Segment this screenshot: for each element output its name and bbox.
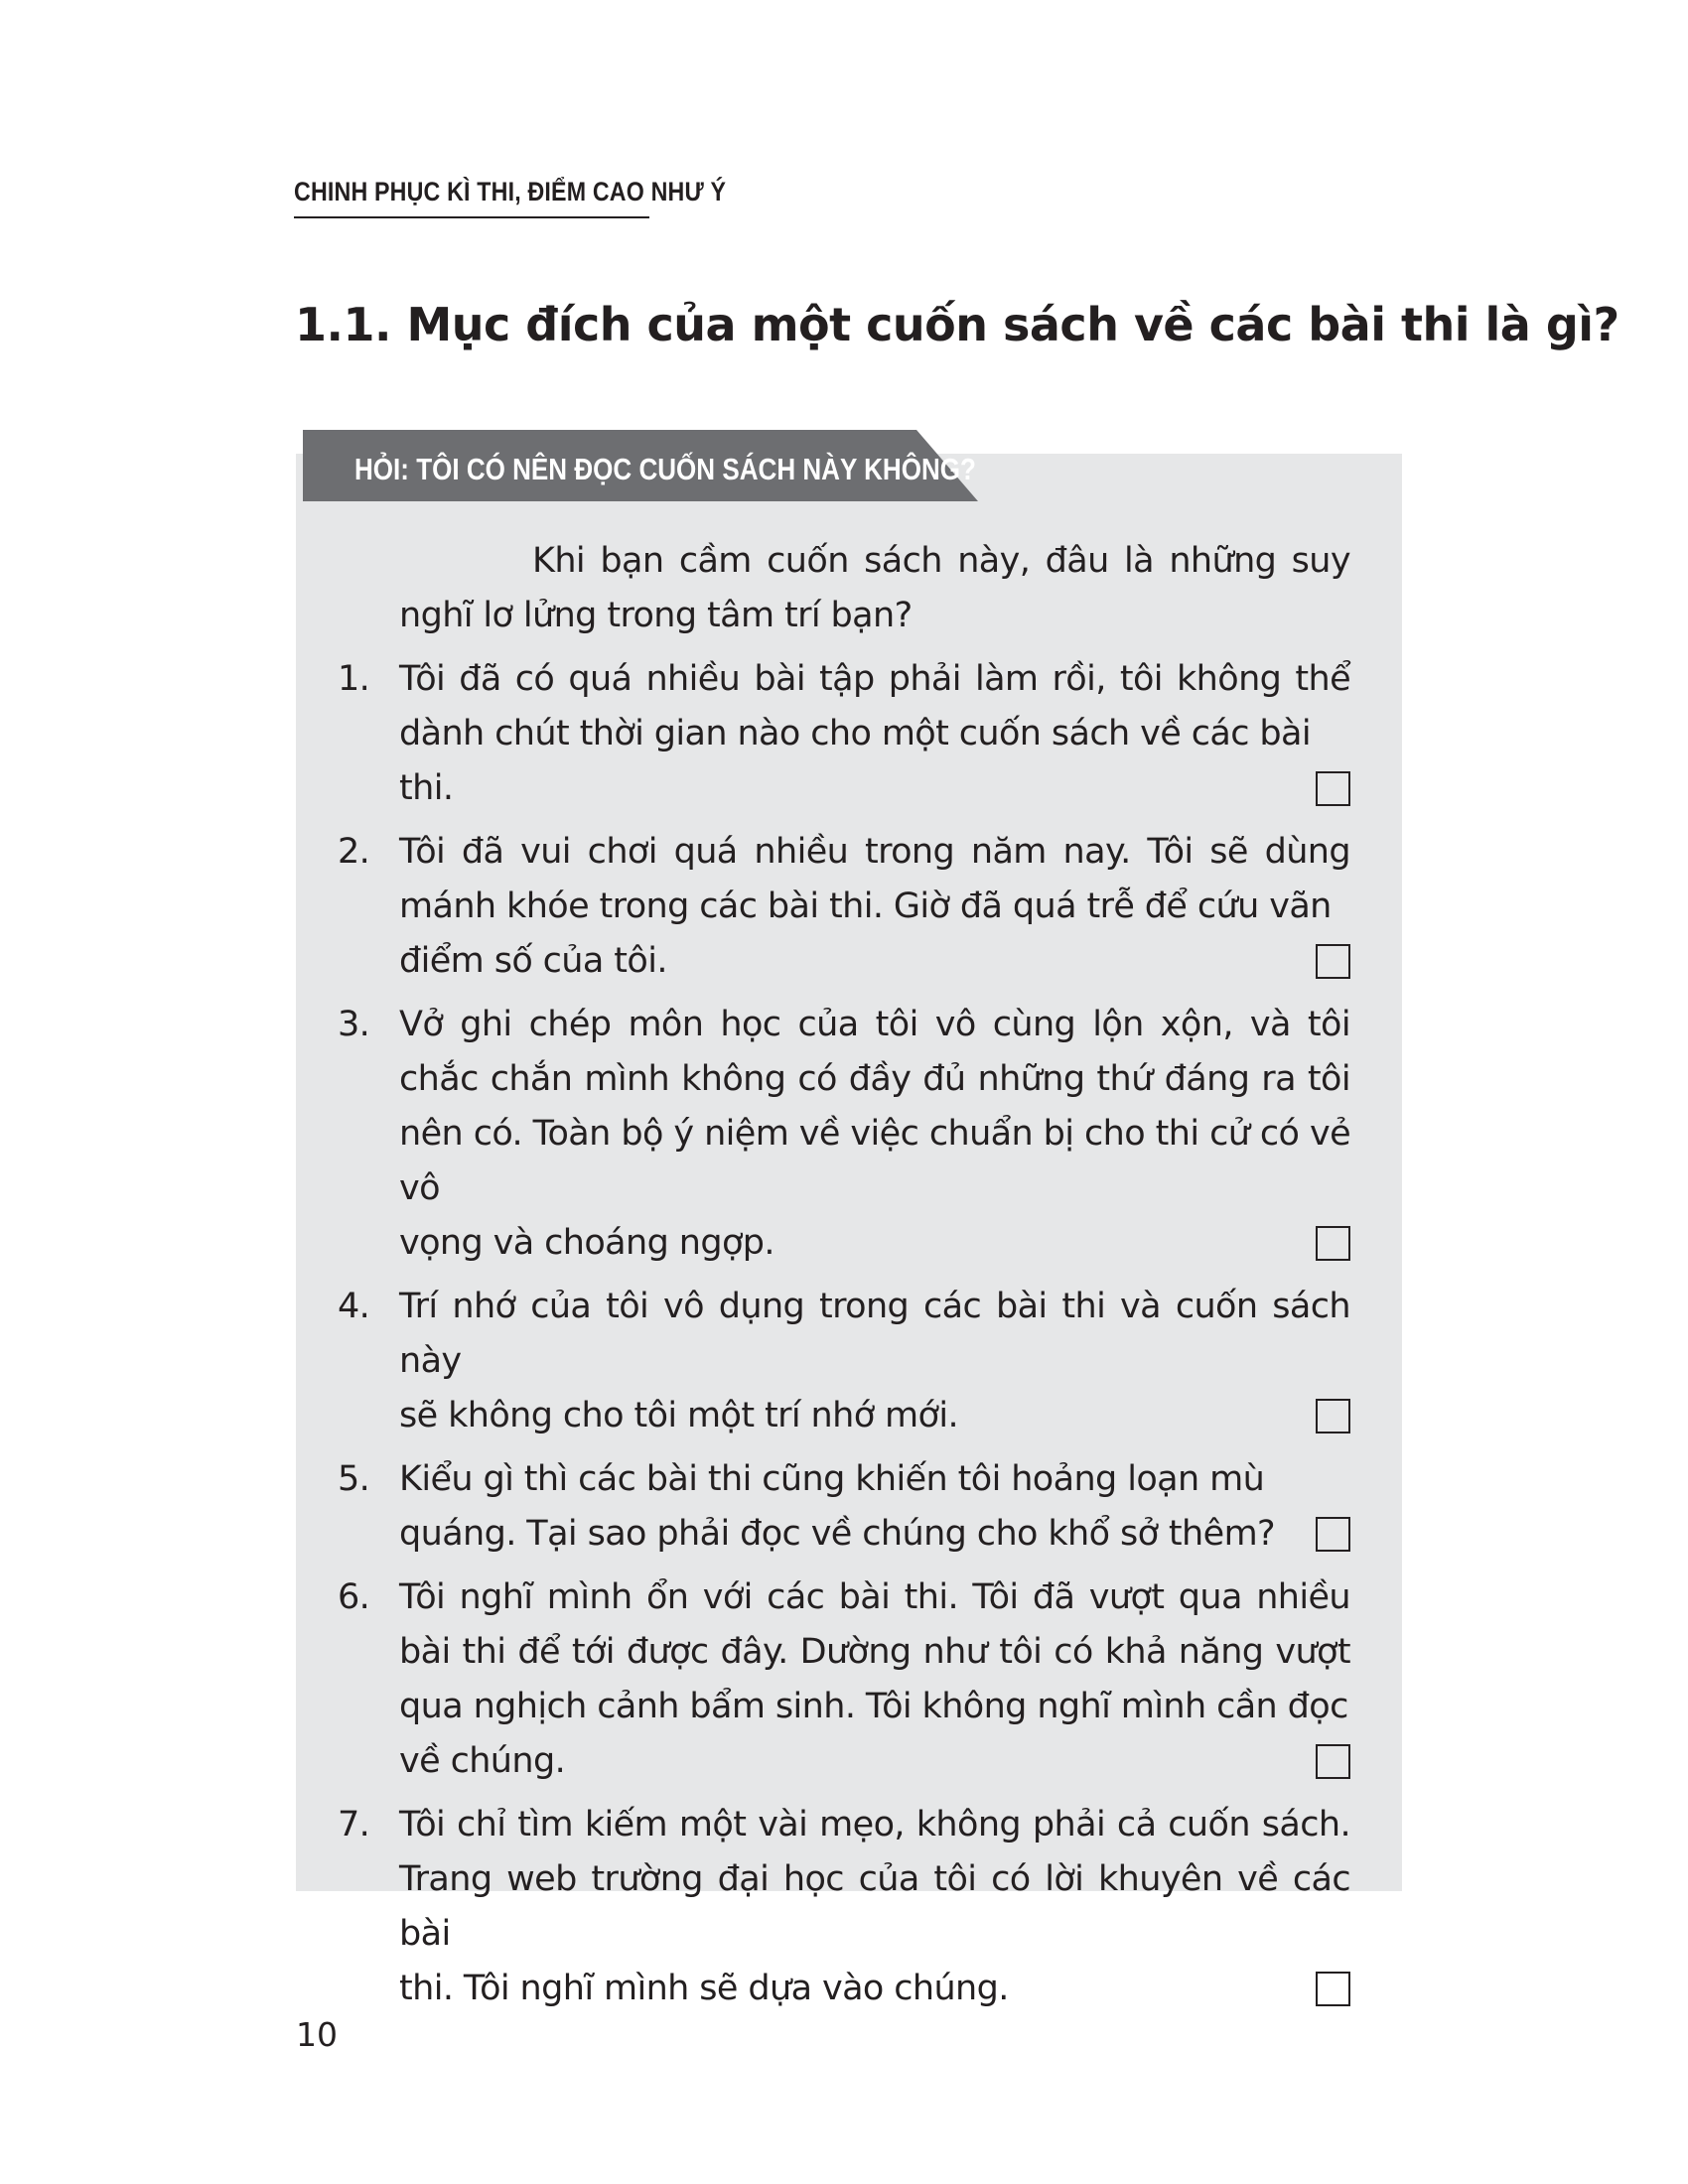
checkbox[interactable]: [1316, 944, 1350, 979]
section-title: 1.1. Mục đích của một cuốn sách về các bài thi là gì?: [295, 298, 1619, 351]
header-underline: [294, 216, 649, 218]
list-item: [338, 998, 1350, 1271]
item-text: Tôi đã vui chơi quá nhiều trong năm nay. Tôi sẽ dùng mánh khóe trong các bài thi. Giờ đã quá trễ để cứu vãn: [399, 832, 1350, 926]
item-text: Kiểu gì thì các bài thi cũng khiến tôi hoảng loạn mù: [399, 1459, 1265, 1499]
item-text-tail: thi.: [399, 768, 454, 808]
list-item: [338, 1570, 1350, 1789]
item-number: 5.: [338, 1459, 370, 1499]
checkbox[interactable]: [1316, 1972, 1350, 2006]
item-text: Tôi nghĩ mình ổn với các bài thi. Tôi đã vượt qua nhiều bài thi để tới được đây. Dường như tôi có khả năng vượt qua nghịch cảnh bẩm sinh. Tôi không nghĩ mình cần đọc: [399, 1577, 1350, 1726]
checkbox[interactable]: [1316, 1744, 1350, 1779]
checkbox[interactable]: [1316, 1399, 1350, 1433]
item-number: 7.: [338, 1805, 370, 1844]
page-number: 10: [296, 2015, 338, 2054]
item-text-tail: sẽ không cho tôi một trí nhớ mới.: [399, 1396, 959, 1435]
list-item: [338, 1452, 1350, 1562]
item-number: 3.: [338, 1005, 370, 1044]
checkbox[interactable]: [1316, 771, 1350, 806]
list-item: [338, 1798, 1350, 2016]
item-text-tail: thi. Tôi nghĩ mình sẽ dựa vào chúng.: [399, 1969, 1009, 2008]
item-text-tail: quáng. Tại sao phải đọc về chúng cho khổ sở thêm?: [399, 1514, 1276, 1554]
item-number: 4.: [338, 1287, 370, 1326]
question-content: [338, 534, 1350, 2025]
checkbox[interactable]: [1316, 1517, 1350, 1552]
item-text: Vở ghi chép môn học của tôi vô cùng lộn xộn, và tôi chắc chắn mình không có đầy đủ những thứ đáng ra tôi nên có. Toàn bộ ý niệm về việc chuẩn bị cho thi cử có vẻ vô: [399, 1005, 1350, 1208]
question-tab-label: HỎI: TÔI CÓ NÊN ĐỌC CUỐN SÁCH NÀY KHÔNG?: [354, 452, 976, 486]
list-item: [338, 825, 1350, 989]
item-number: 1.: [338, 659, 370, 699]
list-item: [338, 1280, 1350, 1443]
item-text-tail: điểm số của tôi.: [399, 941, 667, 981]
item-number: 2.: [338, 832, 370, 872]
item-number: 6.: [338, 1577, 370, 1617]
list-item: [338, 652, 1350, 816]
intro-paragraph: Khi bạn cầm cuốn sách này, đâu là những suy nghĩ lơ lửng trong tâm trí bạn?: [399, 541, 1350, 635]
item-text: Tôi chỉ tìm kiếm một vài mẹo, không phải cả cuốn sách. Trang web trường đại học của tôi có lời khuyên về các bài: [399, 1805, 1350, 1954]
item-text: Trí nhớ của tôi vô dụng trong các bài thi và cuốn sách này: [399, 1287, 1350, 1381]
running-header: CHINH PHỤC KÌ THI, ĐIỂM CAO NHƯ Ý: [294, 177, 727, 206]
checkbox[interactable]: [1316, 1226, 1350, 1261]
item-text-tail: vọng và choáng ngợp.: [399, 1223, 774, 1263]
item-text: Tôi đã có quá nhiều bài tập phải làm rồi, tôi không thể dành chút thời gian nào cho một cuốn sách về các bài: [399, 659, 1350, 753]
item-text-tail: về chúng.: [399, 1741, 566, 1781]
